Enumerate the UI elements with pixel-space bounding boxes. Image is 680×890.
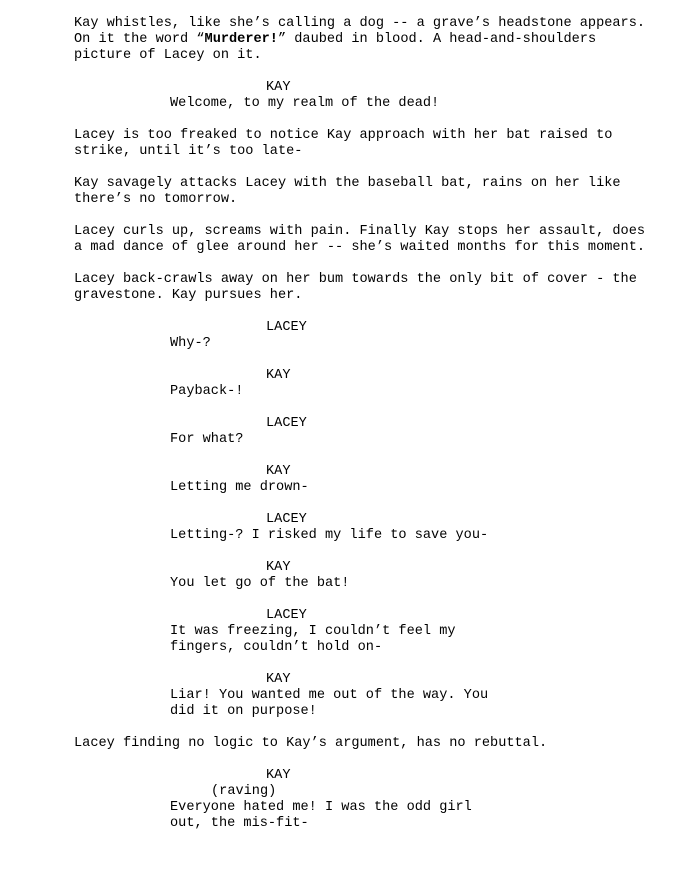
dialogue-line: Letting me drown- — [170, 480, 309, 495]
dialogue-block — [0, 80, 680, 112]
dialogue-block — [0, 464, 680, 496]
action-line: Lacey is too freaked to notice Kay approach with her bat raised to strike, until it’s too late- — [74, 128, 621, 159]
dialogue-block — [0, 768, 680, 832]
dialogue-line: Liar! You wanted me out of the way. You did it on purpose! — [170, 688, 497, 719]
character-name: KAY — [266, 464, 291, 479]
dialogue-block — [0, 672, 680, 720]
dialogue-line: For what? — [170, 432, 244, 447]
dialogue-line: Welcome, to my realm of the dead! — [170, 96, 440, 111]
dialogue-line: Letting-? I risked my life to save you- — [170, 528, 489, 543]
action-text: ” daubed in blood. A head-and-shoulders picture of Lacey on it. — [74, 32, 605, 63]
action-line — [74, 16, 654, 64]
dialogue-line: You let go of the bat! — [170, 576, 350, 591]
dialogue-block — [0, 512, 680, 544]
action-line: Lacey finding no logic to Kay’s argument, has no rebuttal. — [74, 736, 548, 751]
dialogue-block — [0, 320, 680, 352]
screenplay-page — [0, 16, 680, 848]
character-name: LACEY — [266, 608, 307, 623]
action-line: Kay savagely attacks Lacey with the baseball bat, rains on her like there’s no tomorrow. — [74, 176, 629, 207]
parenthetical: (raving) — [211, 784, 277, 799]
dialogue-block — [0, 368, 680, 400]
character-name: LACEY — [266, 320, 307, 335]
headstone-word: Murderer! — [204, 32, 278, 47]
character-name: KAY — [266, 672, 291, 687]
dialogue-line: It was freezing, I couldn’t feel my fingers, couldn’t hold on- — [170, 624, 464, 655]
action-line: Lacey back-crawls away on her bum towards the only bit of cover - the gravestone. Kay pursues her. — [74, 272, 646, 303]
character-name: KAY — [266, 560, 291, 575]
dialogue-block — [0, 416, 680, 448]
action-text: Kay whistles, like she’s calling a dog -- a grave’s headstone appears. On it the word “ — [74, 16, 654, 47]
character-name: KAY — [266, 368, 291, 383]
character-name: KAY — [266, 80, 291, 95]
dialogue-line: Why-? — [170, 336, 211, 351]
dialogue-line: Everyone hated me! I was the odd girl out, the mis-fit- — [170, 800, 481, 831]
dialogue-block — [0, 560, 680, 592]
character-name: LACEY — [266, 512, 307, 527]
action-line: Lacey curls up, screams with pain. Finally Kay stops her assault, does a mad dance of glee around her -- she’s waited months for this moment. — [74, 224, 654, 255]
dialogue-block — [0, 608, 680, 656]
character-name: LACEY — [266, 416, 307, 431]
dialogue-line: Payback-! — [170, 384, 244, 399]
character-name: KAY — [266, 768, 291, 783]
